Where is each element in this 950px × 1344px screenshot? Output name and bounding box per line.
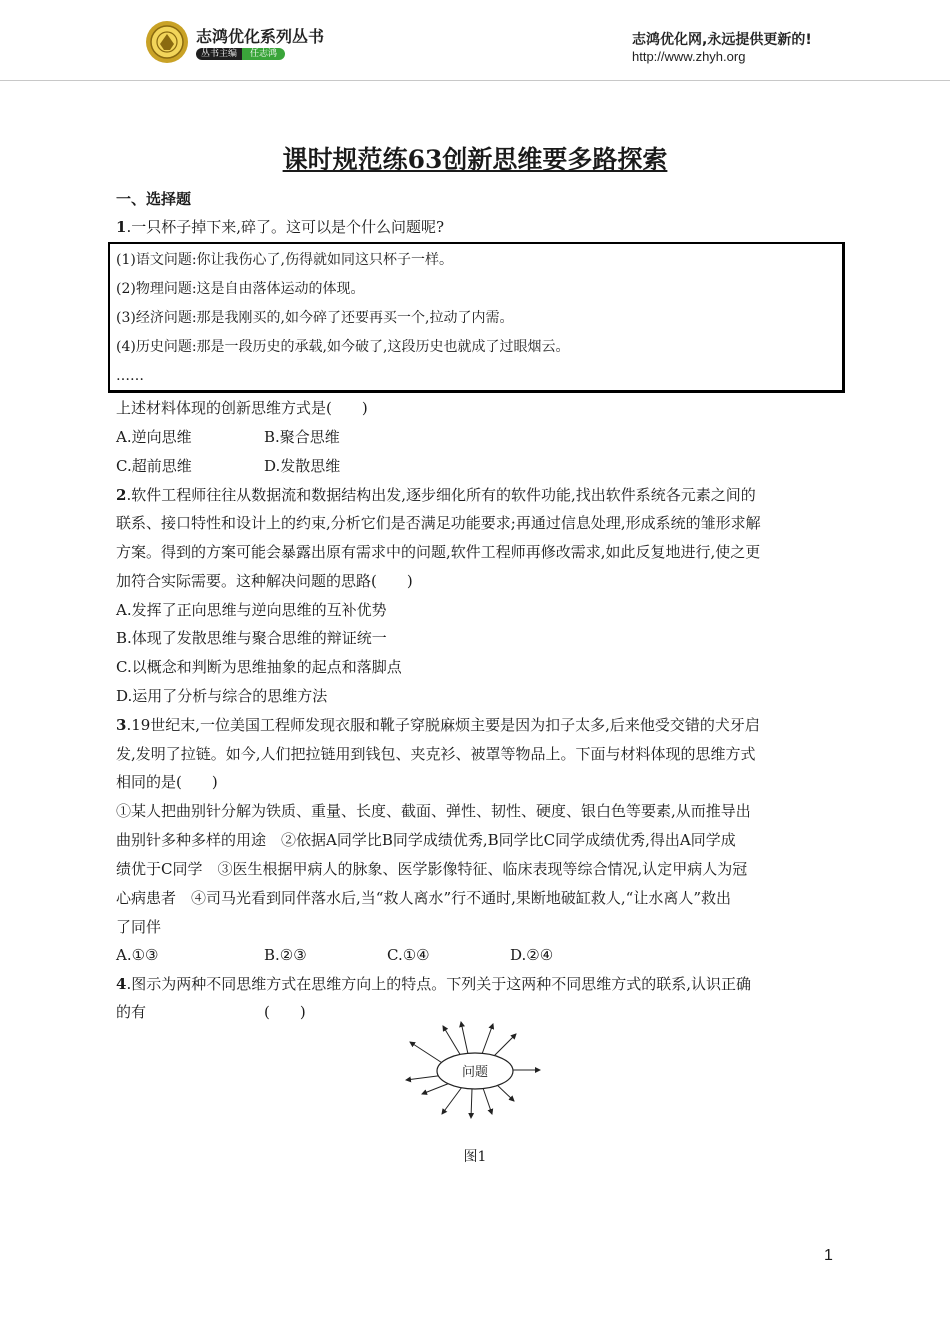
header-slogan: 志鸿优化网,永远提供更新的!	[632, 32, 812, 48]
q1-material-line: ……	[116, 368, 144, 384]
q1-material-line: (1)语文问题:你让我伤心了,伤得就如同这只杯子一样。	[116, 252, 453, 268]
q2-stem-line	[116, 485, 756, 505]
page-header	[0, 0, 950, 90]
q4-stem-text: .图示为两种不同思维方式在思维方向上的特点。下列关于这两种不同思维方式的联系,认识正确	[126, 975, 751, 993]
editor-label: 丛书主编	[196, 48, 242, 60]
q3-stem-line: 相同的是( )	[116, 773, 218, 791]
q1-option-c: C.超前思维	[116, 457, 192, 475]
q3-stem-line: 绩优于C同学 ③医生根据甲病人的脉象、医学影像特征、临床表现等综合情况,认定甲病人为冠	[116, 860, 748, 878]
q3-option-d: D.②④	[510, 946, 554, 964]
q2-option-a: A.发挥了正向思维与逆向思维的互补优势	[116, 601, 387, 619]
q3-option-b: B.②③	[264, 946, 307, 964]
header-url: http://www.zhyh.org	[632, 49, 746, 64]
q3-stem-line: ①某人把曲别针分解为铁质、重量、长度、截面、弹性、韧性、硬度、银白色等要素,从而推导出	[116, 802, 751, 820]
header-divider	[0, 80, 950, 81]
q2-option-b: B.体现了发散思维与聚合思维的辩证统一	[116, 629, 387, 647]
editor-badge	[196, 48, 285, 60]
q4-number: 4	[116, 975, 127, 993]
q2-option-d: D.运用了分析与综合的思维方法	[116, 687, 328, 705]
q1-question: 上述材料体现的创新思维方式是( )	[116, 399, 368, 417]
q3-option-a: A.①③	[116, 946, 159, 964]
q1-stem	[116, 217, 444, 237]
q2-stem-text: .软件工程师往往从数据流和数据结构出发,逐步细化所有的软件功能,找出软件系统各元素之间的	[126, 486, 756, 504]
q3-stem-line	[116, 715, 760, 735]
q4-stem-line	[116, 974, 751, 994]
q2-stem-line: 加符合实际需要。这种解决问题的思路( )	[116, 572, 413, 590]
q3-stem-text: .19世纪末,一位美国工程师发现衣服和靴子穿脱麻烦主要是因为扣子太多,后来他受交错的犬牙启	[126, 716, 760, 734]
page-title: 课时规范练63创新思维要多路探索	[282, 145, 668, 174]
q1-material-line: (3)经济问题:那是我刚买的,如今碎了还要再买一个,拉动了内需。	[116, 310, 514, 326]
q1-stem-text: .一只杯子掉下来,碎了。这可以是个什么问题呢?	[126, 218, 445, 236]
q2-option-c: C.以概念和判断为思维抽象的起点和落脚点	[116, 658, 402, 676]
q3-option-c: C.①④	[387, 946, 430, 964]
q3-stem-line: 发,发明了拉链。如今,人们把拉链用到钱包、夹克衫、被罩等物品上。下面与材料体现的思维方式	[116, 745, 756, 763]
figure-caption: 图1	[463, 1149, 487, 1165]
q3-stem-line: 了同伴	[116, 918, 162, 936]
q1-material-line: (4)历史问题:那是一段历史的承载,如今破了,这段历史也就成了过眼烟云。	[116, 339, 570, 355]
q4-answer-blank: ( )	[264, 1003, 306, 1021]
page-number: 1	[824, 1247, 833, 1264]
publisher-logo-icon	[145, 20, 189, 64]
problem-label: 问题	[461, 1065, 489, 1080]
editor-name: 任志鸿	[242, 48, 285, 60]
series-title: 志鸿优化系列丛书	[196, 27, 325, 46]
q3-stem-line: 心病患者 ④司马光看到同伴落水后,当“救人离水”行不通时,果断地破缸救人,“让水离人”救出	[116, 889, 731, 907]
q2-stem-line: 联系、接口特性和设计上的约束,分析它们是否满足功能要求;再通过信息处理,形成系统的雏形求解	[116, 514, 761, 532]
q2-number: 2	[116, 486, 127, 504]
q1-number: 1	[116, 218, 127, 236]
divergent-thinking-diagram	[400, 1018, 550, 1124]
q4-stem-line: 的有	[116, 1003, 147, 1021]
q1-material-line: (2)物理问题:这是自由落体运动的体现。	[116, 281, 365, 297]
q3-number: 3	[116, 716, 127, 734]
q3-stem-line: 曲别针多种多样的用途 ②依据A同学比B同学成绩优秀,B同学比C同学成绩优秀,得出A同学成	[116, 831, 736, 849]
section-heading: 一、选择题	[116, 190, 192, 208]
q1-option-a: A.逆向思维	[116, 428, 192, 446]
q1-option-d: D.发散思维	[264, 457, 341, 475]
q1-option-b: B.聚合思维	[264, 428, 340, 446]
q2-stem-line: 方案。得到的方案可能会暴露出原有需求中的问题,软件工程师再修改需求,如此反复地进行,使之更	[116, 543, 761, 561]
